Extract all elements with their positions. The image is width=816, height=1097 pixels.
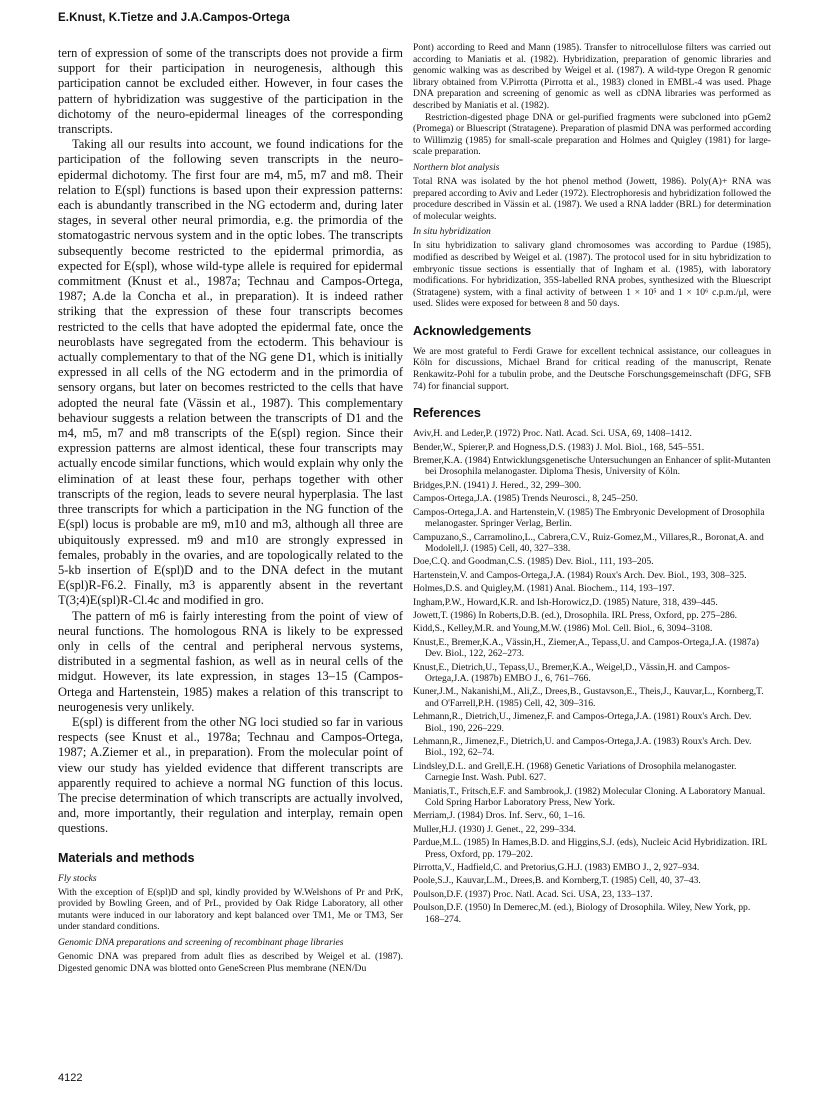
reference-item: Lehmann,R., Jimenez,F., Dietrich,U. and Campos-Ortega,J.A. (1983) Roux's Arch. Dev. Biol., 192, 62–74. xyxy=(413,736,752,759)
reference-item: Campos-Ortega,J.A. and Hartenstein,V. (1985) The Embryonic Development of Drosophila melanogaster. Springer Verlag, Berlin. xyxy=(413,506,765,530)
reference-item: Knust,E., Bremer,K.A., Vässin,H., Ziemer,A., Tepass,U. and Campos-Ortega,J.A. (1987a) Dev. Biol., 122, 262–273. xyxy=(413,636,759,660)
methods-section xyxy=(58,873,403,975)
reference-item: Ingham,P.W., Howard,K.R. and Ish-Horowicz,D. (1985) Nature, 318, 439–445. xyxy=(413,596,718,608)
acknowledgements-heading: Acknowledgements xyxy=(413,323,532,338)
paragraph: The pattern of m6 is fairly interesting from the point of view of neural functions. The homologous RNA is likely to be expressed only in cells of the central and peripheral nervous systems, distributed in a segmental fashion, as well as in neural cells of the midgut. However, its late expression, in stages 13–15 (Campos-Ortega and Hartenstein, 1985) makes a relation of this transcript to neurogenesis very unlikely. xyxy=(58,608,403,714)
paragraph: tern of expression of some of the transcripts does not provide a firm support for their participation in neurogenesis, although this participation cannot be excluded either. However, in four cases the pattern of hybridization was suggestive of the participation in the dichotomy of the neuro-epidermal lineages of the corresponding transcripts. xyxy=(58,46,403,137)
paragraph: E(spl) is different from the other NG loci studied so far in various respects (see Knust et al., 1978a; Technau and Campos-Ortega, 1987; A.Ziemer et al., in preparation). From the molecular point of view our study has yielded evidence that different transcripts are apparently required to achieve a normal NG function of this locus. The precise determination of which transcripts are actually involved, and, more importantly, their regulation and interplay, remain open questions. xyxy=(58,714,403,836)
reference-item: Campos-Ortega,J.A. (1985) Trends Neurosci., 8, 245–250. xyxy=(413,493,638,505)
reference-item: Kuner,J.M., Nakanishi,M., Ali,Z., Drees,B., Gustavson,E., Theis,J., Kauvar,L., Kornberg,T. and O'Farrell,P.H. (1985) Cell, 42, 309–316. xyxy=(413,686,764,709)
reference-item: Holmes,D.S. and Quigley,M. (1981) Anal. Biochem., 114, 193–197. xyxy=(413,583,675,595)
acknowledgements-text: We are most grateful to Ferdi Grawe for excellent technical assistance, our colleagues in Köln for discussions, Michael Brand for critical reading of the manuscript, Renate Renkawitz-Pohl for a tubulin probe, and the Deutsche Forschungsgemeinschaft (DFG, SFB 74) for financial support. xyxy=(413,345,771,392)
reference-item: Jowett,T. (1986) In Roberts,D.B. (ed.), Drosophila. IRL Press, Oxford, pp. 275–286. xyxy=(413,609,738,621)
reference-item: Lehmann,R., Dietrich,U., Jimenez,F. and Campos-Ortega,J.A. (1981) Roux's Arch. Dev. Biol., 190, 226–229. xyxy=(413,711,752,734)
northern-heading: Northern blot analysis xyxy=(413,161,500,173)
reference-item: Pardue,M.L. (1985) In Hames,B.D. and Higgins,S.J. (eds), Nucleic Acid Hybridization. IRL Press, Oxford, pp. 179–202. xyxy=(413,837,767,860)
genomic-text-continued: Pont) according to Reed and Mann (1985). Transfer to nitrocellulose filters was carried out according to Maniatis et al. (1982). Hybridization, preparation of genomic libraries and genomic walking was as described by Weigel et al. (1987). A wild-type Oregon R genomic library obtained from V.Pirrotta (Pirrotta et al., 1983) cloned in EMBL-4 was used. Phage DNA preparation and screening of genomic as well as cDNA libraries was performed as described by Maniatis et al. (1982). xyxy=(413,42,771,111)
page-number: 4122 xyxy=(58,1072,83,1084)
discussion-text xyxy=(58,46,403,837)
reference-item: Pirrotta,V., Hadfield,C. and Pretorius,G.H.J. (1983) EMBO J., 2, 927–934. xyxy=(413,862,700,874)
reference-item: Knust,E., Dietrich,U., Tepass,U., Bremer,K.A., Weigel,D., Vässin,H. and Campos-Ortega,J.A. (1987b) EMBO J., 6, 761–766. xyxy=(413,661,731,684)
reference-item: Lindsley,D.L. and Grell,E.H. (1968) Genetic Variations of Drosophila melanogaster. Carnegie Inst. Wash. Publ. 627. xyxy=(413,760,737,784)
insitu-text: In situ hybridization to salivary gland chromosomes was according to Pardue (1985), modified as described by Weigel et al. (1987). The protocol used for in situ hybridization to embryonic tissue sections is essentially that of Ingham et al. (1985), with laboratory modifications. For hybridization, 35S-labelled RNA probes, synthesized with the Bluescript (Stratagene) system, with a final activity of between 1 × 10⁵ and 1 × 10⁶ c.p.m./μl, were used. Slides were exposed for between 8 and 50 days. xyxy=(413,240,771,310)
reference-item: Bridges,P.N. (1941) J. Hered., 32, 299–300. xyxy=(413,479,582,491)
reference-item: Poulson,D.F. (1937) Proc. Natl. Acad. Sci. USA, 23, 133–137. xyxy=(413,888,653,900)
restriction-text: Restriction-digested phage DNA or gel-purified fragments were subcloned into pGem2 (Promega) or Bluescript (Stratagene). Preparation of plasmid DNA was performed according to Willimzig (1985) for small-scale preparation and Holmes and Quigley (1981) for large-scale preparation. xyxy=(413,111,771,158)
reference-item: Muller,H.J. (1930) J. Genet., 22, 299–334. xyxy=(413,823,576,835)
methods-continued xyxy=(413,42,771,310)
northern-text: Total RNA was isolated by the hot phenol method (Jowett, 1986). Poly(A)+ RNA was prepared according to Aviv and Leder (1972). Electrophoresis and hybridization followed the procedure described in Vässin et al. (1987). We used a RNA ladder (BRL) for determination of molecular weights. xyxy=(413,175,771,222)
reference-item: Campuzano,S., Carramolino,L., Cabrera,C.V., Ruiz-Gomez,M., Villares,R., Boronat,A. and Modolell,J. (1985) Cell, 40, 327–338. xyxy=(413,531,764,554)
fly-stocks-text: With the exception of E(spl)D and spl, kindly provided by W.Welshons of Pr and PrK, provided by Bowling Green, and of PrL, provided by Oak Ridge Laboratory, all other mutants were induced in our laboratory and kept balanced over TM1, Me or TM3, Ser under standard conditions. xyxy=(58,886,403,933)
genomic-text: Genomic DNA was prepared from adult flies as described by Weigel et al. (1987). Digested genomic DNA was blotted onto GeneScreen Plus membrane (NEN/Du xyxy=(58,950,403,974)
references-heading: References xyxy=(413,406,481,421)
genomic-heading: Genomic DNA preparations and screening of recombinant phage libraries xyxy=(58,936,344,948)
running-head-authors: E.Knust, K.Tietze and J.A.Campos-Ortega xyxy=(58,12,290,24)
methods-heading: Materials and methods xyxy=(58,850,195,865)
reference-item: Merriam,J. (1984) Dros. Inf. Serv., 60, 1–16. xyxy=(413,810,586,822)
reference-item: Bremer,K.A. (1984) Entwicklungsgenetische Untersuchungen an Enhancer of split-Mutanten bei Drosophila melanogaster. Diploma Thesis, University of Köln. xyxy=(413,455,771,478)
paragraph: Taking all our results into account, we found indications for the participation of the following seven transcripts in the neuro-epidermal dichotomy. The first four are m4, m5, m7 and m8. Their relation to E(spl) functions is based upon their expression patterns: each is abundantly transcribed in the NG ectoderm and, during later stages, in several other neural primordia, e.g. the primordia of the stomatogastric nervous system and in the optic lobes. The transcripts subsequently become restricted to the epidermal primordia, as expected for E(spl), whose wild-type allele is required for epidermal commitment (Knust et al., 1987a; Technau and Campos-Ortega, 1987; A.de la Concha et al., in preparation). It is indeed rather striking that the expression of these four transcripts becomes restricted to the cells that have adopted the epidermal fate, once the neuroblasts have segregated from the ectoderm. This behaviour is actually complementary to that of the NG gene D1, which is initially expressed in all cells of the NG ectoderm and in the primordia of sensory organs, but later on becomes restricted to the cells that have adopted the neural fate (Vässin et al., 1987). This complementary behaviour suggests a relation between the transcripts of D1 and the m4, m5, m7 and m8 transcripts of the E(spl) region. Since their expression patterns are almost identical, these four transcripts may actually encode similar functions, which would explain why only the elimination of at least these four, perhaps together with other transcripts of the region, leads to severe neural hyperplasia. The last three transcripts for which a participation in the NG function of the E(spl) locus is probable are m9, m10 and m3, although all three are ubiquitously expressed. m9 and m10 are strongly expressed in females, probably in the ovaries, and are topologically related to the 5-kb insertion of E(spl)D and to the DNA defect in the mutant E(spl)R-F6.2. Finally, m3 is apparently absent in the revertant T(3;4)E(spl)R-Cl.4c and modified in gro. xyxy=(58,137,403,608)
fly-stocks-heading: Fly stocks xyxy=(58,872,97,884)
reference-item: Bender,W., Spierer,P. and Hogness,D.S. (1983) J. Mol. Biol., 168, 545–551. xyxy=(413,441,705,453)
reference-item: Hartenstein,V. and Campos-Ortega,J.A. (1984) Roux's Arch. Dev. Biol., 193, 308–325. xyxy=(413,569,747,581)
reference-item: Maniatis,T., Fritsch,E.F. and Sambrook,J. (1982) Molecular Cloning. A Laboratory Manual. Cold Spring Harbor Laboratory Press, New York. xyxy=(413,785,766,809)
right-column xyxy=(413,42,771,927)
reference-item: Aviv,H. and Leder,P. (1972) Proc. Natl. Acad. Sci. USA, 69, 1408–1412. xyxy=(413,428,692,440)
insitu-heading: In situ hybridization xyxy=(413,226,491,238)
reference-item: Poulson,D.F. (1950) In Demerec,M. (ed.), Biology of Drosophila. Wiley, New York, pp. 168–274. xyxy=(413,902,751,925)
reference-list xyxy=(413,428,771,925)
left-column xyxy=(58,46,403,974)
reference-item: Doe,C.Q. and Goodman,C.S. (1985) Dev. Biol., 111, 193–205. xyxy=(413,556,654,568)
reference-item: Kidd,S., Kelley,M.R. and Young,M.W. (1986) Mol. Cell. Biol., 6, 3094–3108. xyxy=(413,623,713,635)
reference-item: Poole,S.J., Kauvar,L.M., Drees,B. and Kornberg,T. (1985) Cell, 40, 37–43. xyxy=(413,875,701,887)
